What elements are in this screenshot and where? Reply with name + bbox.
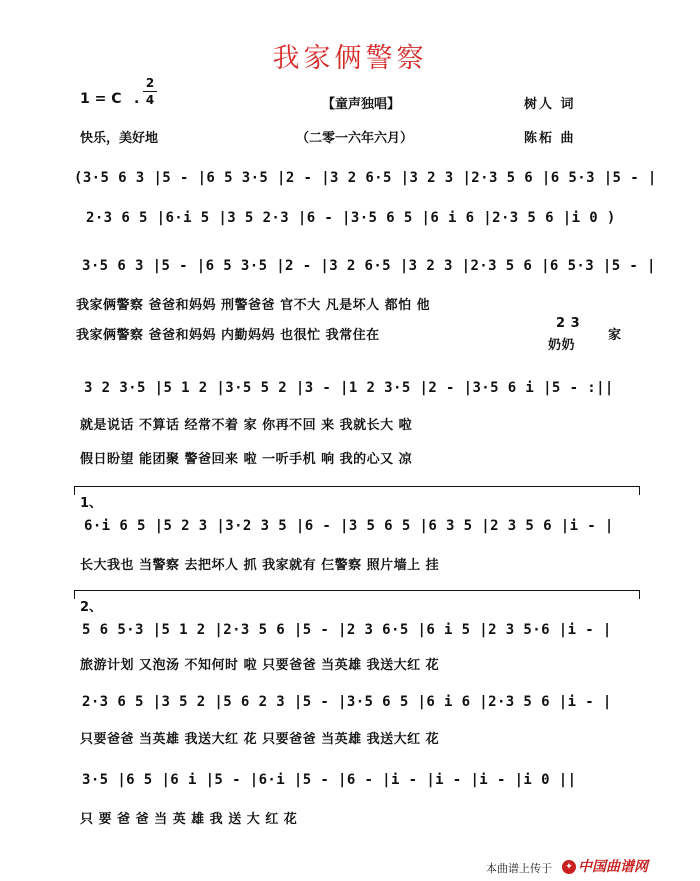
verse-notes: 3·5 6 3 |5 - |6 5 3·5 |2 - |3 2 6·5 |3 2 3 |2·3 5 6 |6 5·3 |5 - | <box>82 258 656 274</box>
intro-line-1: (3·5 6 3 |5 - |6 5 3·5 |2 - |3 2 6·5 |3 2 3 |2·3 5 6 |6 5·3 |5 - | <box>74 170 657 186</box>
bridge-notes: 3 2 3·5 |5 1 2 |3·5 5 2 |3 - |1 2 3·5 |2 - |3·5 6 i |5 - :|| <box>84 380 614 396</box>
intro-line-2: 2·3 6 5 |6·i 5 |3 5 2·3 |6 - |3·5 6 5 |6 i 6 |2·3 5 6 |i 0 ) <box>86 210 616 226</box>
volta-label-2: 2、 <box>80 600 103 615</box>
volta-bracket-1 <box>74 486 640 495</box>
footer-logo <box>562 856 648 876</box>
logo-icon: ✦ <box>562 860 576 874</box>
composition-date: （二零一六年六月） <box>296 131 414 146</box>
verse-lyric-small-numbers: 2 3 <box>556 316 581 331</box>
tempo-marking: 快乐，美好地 <box>80 131 159 146</box>
coda-lyric-1: 只要爸爸 当英雄 我送大红 花 只要爸爸 当英雄 我送大红 花 <box>80 732 440 747</box>
composer: 陈柘 曲 <box>524 131 576 146</box>
second-ending-notes: 5 6 5·3 |5 1 2 |2·3 5 6 |5 - |2 3 6·5 |6 i 5 |2 3 5·6 |i - | <box>82 622 612 638</box>
footer-upload-text: 本曲谱上传于 <box>486 862 552 875</box>
first-ending-lyric: 长大我也 当警察 去把坏人 抓 我家就有 仨警察 照片墙上 挂 <box>80 558 440 573</box>
bridge-lyric-2: 假日盼望 能团聚 警爸回来 啦 一听手机 响 我的心又 凉 <box>80 452 413 467</box>
lyricist: 树人 词 <box>524 97 576 112</box>
second-ending-lyric: 旅游计划 又泡汤 不知何时 啦 只要爸爸 当英雄 我送大红 花 <box>80 658 440 673</box>
volta-label-1: 1、 <box>80 496 103 511</box>
volta-bracket-2 <box>74 590 640 599</box>
footer-logo-text: 中国曲谱网 <box>578 859 648 875</box>
coda-notes-1: 2·3 6 5 |3 5 2 |5 6 2 3 |5 - |3·5 6 5 |6 i 6 |2·3 5 6 |i - | <box>82 694 612 710</box>
key-dot: . <box>134 91 140 107</box>
key-signature: 1 = C <box>80 91 122 107</box>
coda-lyric-2: 只 要 爸 爸 当 英 雄 我 送 大 红 花 <box>80 812 298 827</box>
bridge-lyric-1: 就是说话 不算话 经常不着 家 你再不回 来 我就长大 啦 <box>80 418 413 433</box>
first-ending-notes: 6·i 6 5 |5 2 3 |3·2 3 5 |6 - |3 5 6 5 |6 3 5 |2 3 5 6 |i - | <box>84 518 614 534</box>
song-title: 我家俩警察 <box>272 43 428 74</box>
time-signature <box>143 76 157 107</box>
performance-style: 【童声独唱】 <box>322 97 401 112</box>
verse-lyric-2-end: 家 <box>608 328 622 343</box>
verse-lyric-small-nainai: 奶奶 <box>548 338 576 353</box>
coda-notes-2: 3·5 |6 5 |6 i |5 - |6·i |5 - |6 - |i - |i - |i - |i 0 || <box>82 772 577 788</box>
time-signature-bottom: 4 <box>145 93 155 107</box>
verse-lyric-1: 我家俩警察 爸爸和妈妈 刑警爸爸 官不大 凡是坏人 都怕 他 <box>76 298 431 313</box>
verse-lyric-2: 我家俩警察 爸爸和妈妈 内勤妈妈 也很忙 我常住在 <box>76 328 380 343</box>
time-signature-top: 2 <box>145 76 155 90</box>
